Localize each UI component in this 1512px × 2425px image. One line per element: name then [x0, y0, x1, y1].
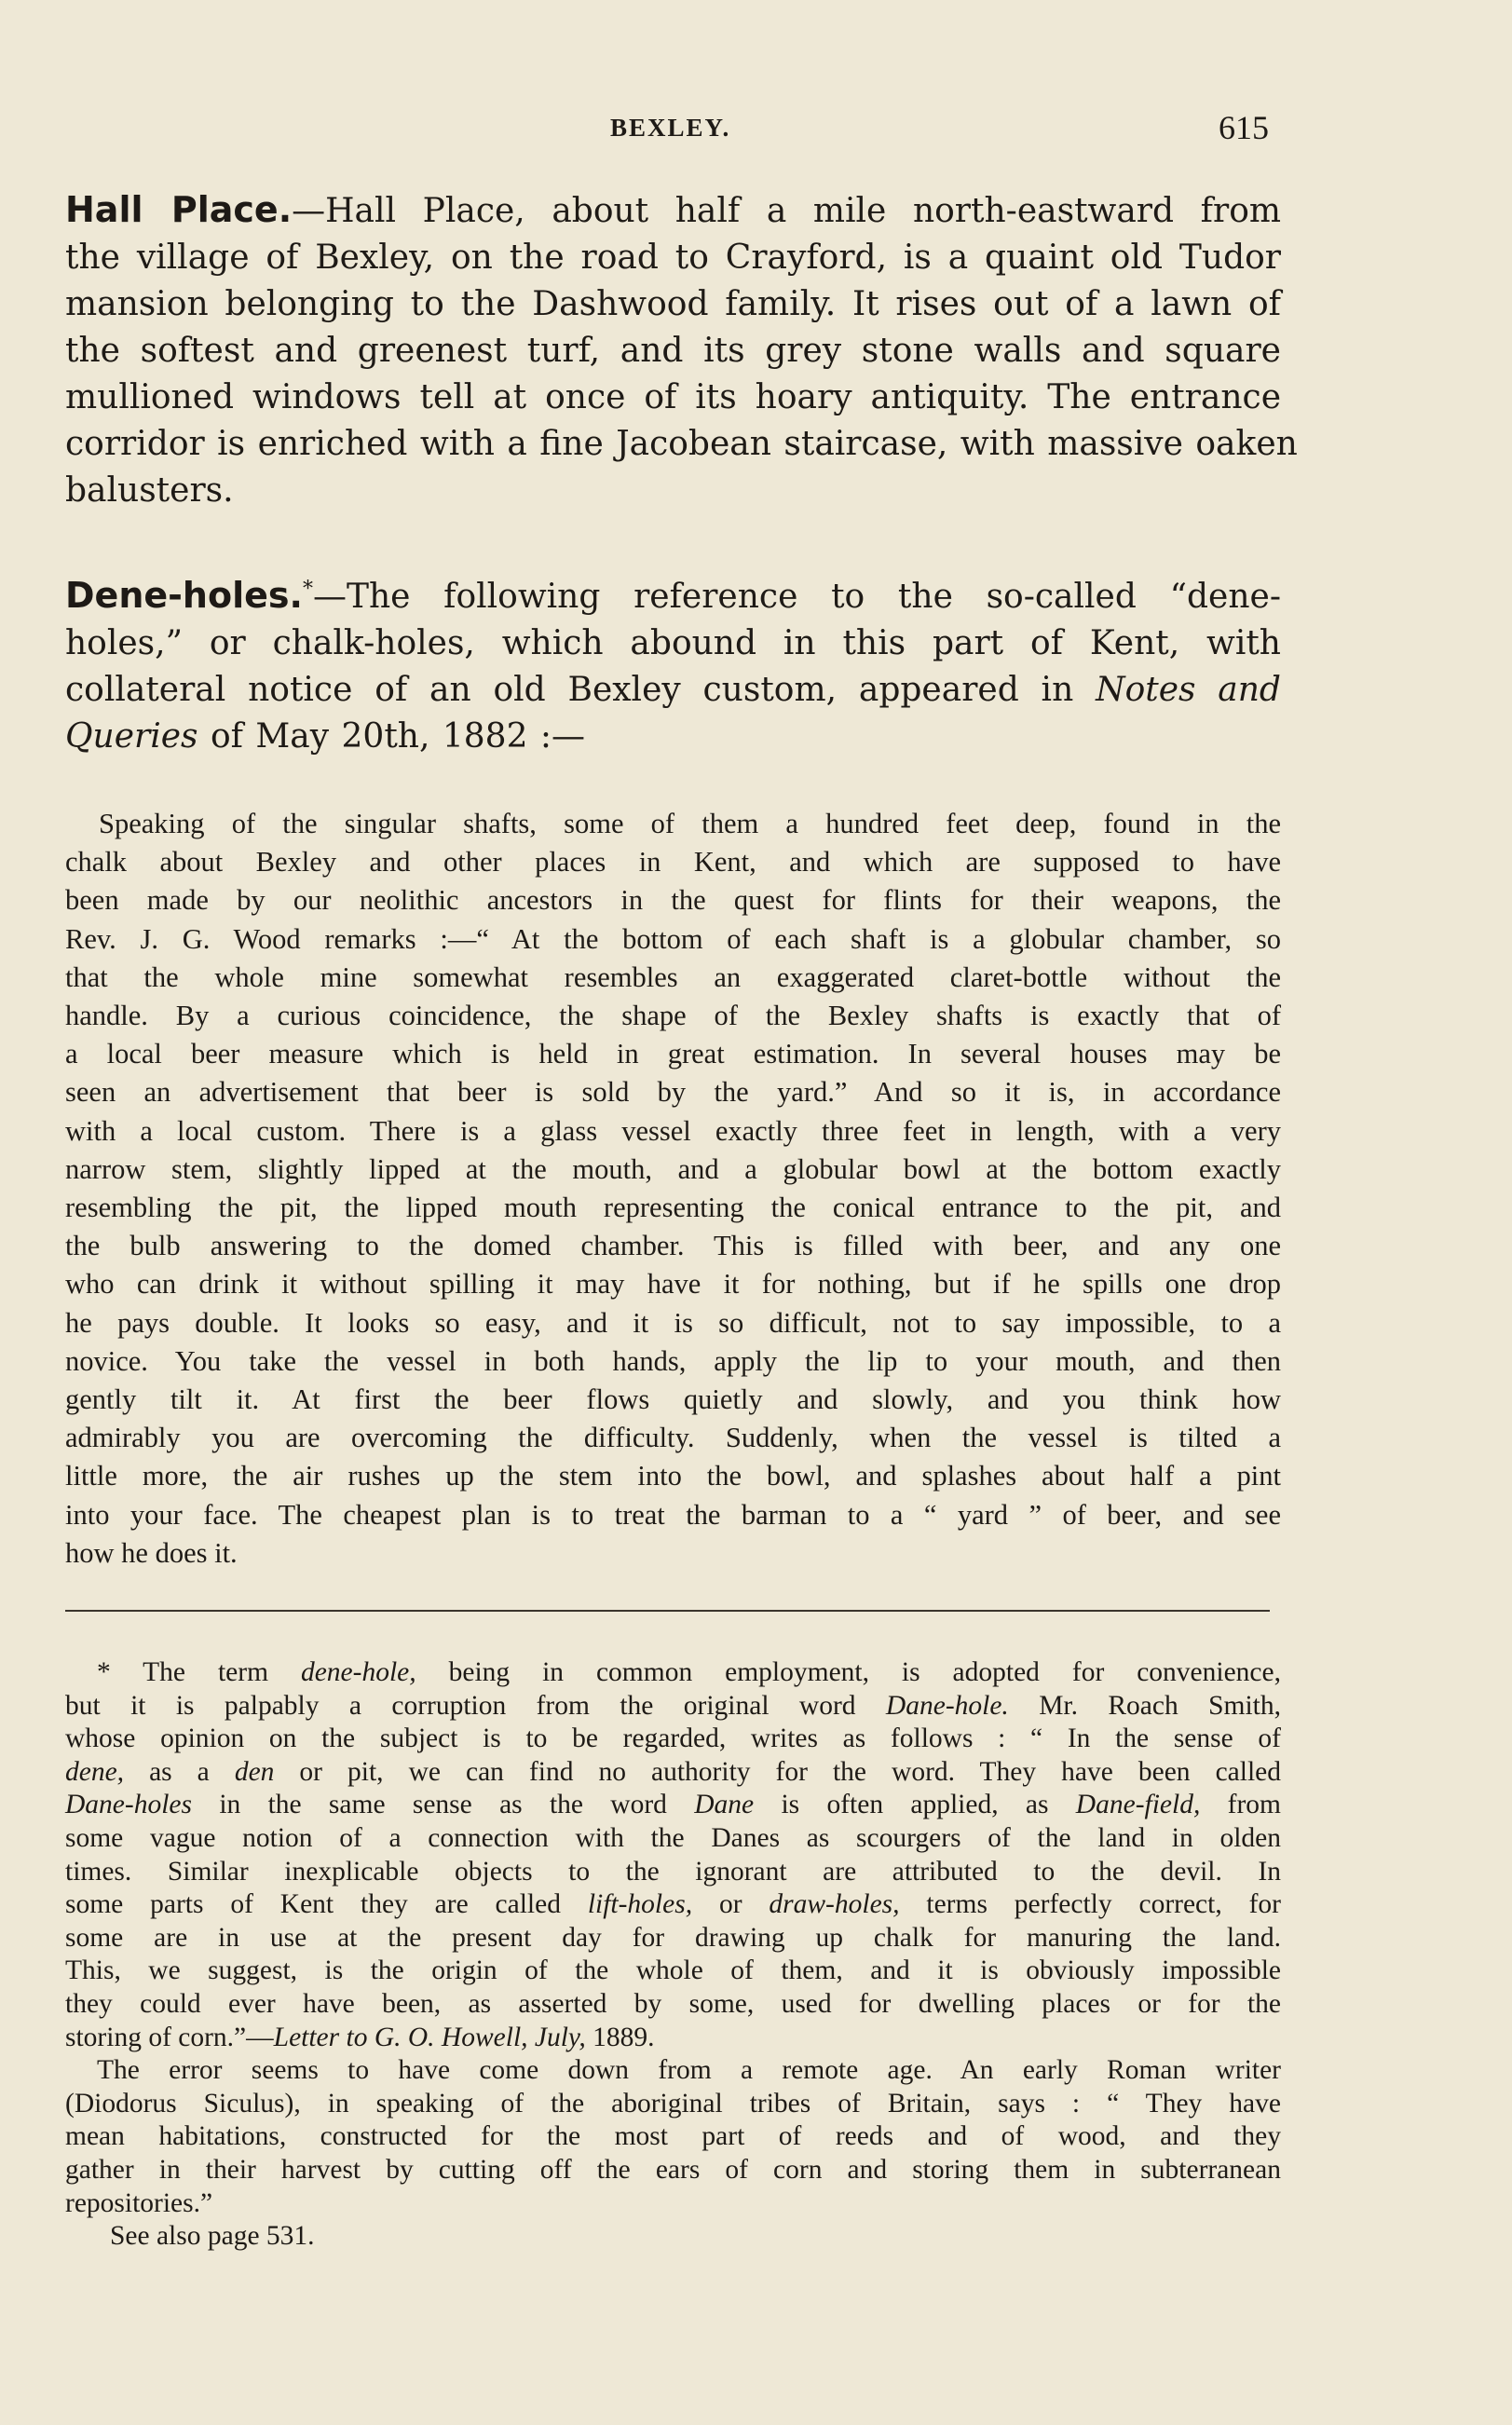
hall-place-heading: Hall Place. — [65, 189, 293, 230]
footnote-line: whose opinion on the subject is to be regarded, writes as follows : “ In the sense of — [65, 1723, 1281, 1754]
quote-line: who can drink it without spilling it may have it for nothing, but if he spills one drop — [65, 1268, 1281, 1301]
paragraph-line: balusters. — [65, 471, 234, 510]
footnote-line: * The term dene-hole, being in common employment, is adopted for convenience, — [97, 1657, 1281, 1687]
quote-line: that the whole mine somewhat resembles an exaggerated claret-bottle without the — [65, 960, 1281, 993]
quote-line: handle. By a curious coincidence, the shape of the Bexley shafts is exactly that of — [65, 1000, 1281, 1032]
quoted-passage — [65, 805, 1281, 1573]
dene-holes-heading: Dene-holes. — [65, 575, 303, 616]
running-head — [0, 109, 1512, 151]
paragraph-line: mullioned windows tell at once of its hoary antiquity. The entrance — [65, 378, 1281, 416]
footnote-line: (Diodorus Siculus), in speaking of the aboriginal tribes of Britain, says : “ They have — [65, 2088, 1281, 2118]
quote-line: Speaking of the singular shafts, some of them a hundred feet deep, found in the — [99, 808, 1281, 839]
paragraph-line: the village of Bexley, on the road to Crayford, is a quaint old Tudor — [65, 238, 1281, 277]
footnote-line: storing of corn.”—Letter to G. O. Howell, July, 1889. — [65, 2022, 655, 2052]
quote-line: narrow stem, slightly lipped at the mouth, and a globular bowl at the bottom exactly — [65, 1152, 1281, 1185]
footnote — [65, 1656, 1281, 2254]
paragraph-line: the softest and greenest turf, and its grey stone walls and square — [65, 332, 1281, 370]
quote-line: with a local custom. There is a glass vessel exactly three feet in length, with a very — [65, 1114, 1281, 1147]
footnote-line: some parts of Kent they are called lift-holes, or draw-holes, terms perfectly correct, for — [65, 1889, 1281, 1920]
quote-line: how he does it. — [65, 1536, 238, 1569]
footnote-line: they could ever have been, as asserted by some, used for dwelling places or for the — [65, 1988, 1281, 2019]
running-head-title: BEXLEY. — [610, 114, 731, 142]
paragraph-line: Dene-holes.*—The following reference to the so-called “dene- — [65, 575, 1281, 616]
quote-line: Rev. J. G. Wood remarks :—“ At the bottom of each shaft is a globular chamber, so — [65, 922, 1281, 955]
quote-line: he pays double. It looks so easy, and it is so difficult, not to say impossible, to a — [65, 1306, 1281, 1339]
hall-place-paragraph — [65, 186, 1298, 514]
quote-line: admirably you are overcoming the difficulty. Suddenly, when the vessel is tilted a — [65, 1422, 1281, 1454]
footnote-marker: * — [302, 578, 313, 601]
paragraph-line: collateral notice of an old Bexley custom, appeared in Notes and — [65, 671, 1281, 709]
paragraph-line: mansion belonging to the Dashwood family. It rises out of a lawn of — [65, 285, 1281, 323]
page-number: 615 — [1219, 109, 1269, 146]
quote-line: been made by our neolithic ancestors in the quest for flints for their weapons, the — [65, 884, 1281, 917]
footnote-line: times. Similar inexplicable objects to the ignorant are attributed to the devil. In — [65, 1856, 1281, 1887]
footnote-divider — [65, 1610, 1270, 1612]
footnote-line: repositories.” — [65, 2187, 213, 2218]
quote-line: novice. You take the vessel in both hands, apply the lip to your mouth, and then — [65, 1344, 1281, 1377]
footnote-line: some are in use at the present day for drawing up chalk for manuring the land. — [65, 1922, 1281, 1953]
footnote-line: The error seems to have come down from a remote age. An early Roman writer — [97, 2055, 1281, 2086]
footnote-line: mean habitations, constructed for the most part of reeds and of wood, and they — [65, 2121, 1281, 2152]
quote-line: into your face. The cheapest plan is to treat the barman to a “ yard ” of beer, and see — [65, 1498, 1281, 1531]
italic-title: Queries — [65, 717, 198, 756]
quote-line: chalk about Bexley and other places in Kent, and which are supposed to have — [65, 846, 1281, 879]
footnote-line: some vague notion of a connection with the Danes as scourgers of the land in olden — [65, 1822, 1281, 1853]
paragraph-line: holes,” or chalk-holes, which abound in this part of Kent, with — [65, 624, 1281, 662]
footnote-line: See also page 531. — [110, 2221, 315, 2252]
footnote-line: Dane-holes in the same sense as the word Dane is often applied, as Dane-field, from — [65, 1790, 1281, 1820]
paragraph-line: Queries of May 20th, 1882 :— — [65, 717, 586, 756]
footnote-line: This, we suggest, is the origin of the whole of them, and it is obviously impossible — [65, 1955, 1281, 1986]
footnote-line: but it is palpably a corruption from the original word Dane-hole. Mr. Roach Smith, — [65, 1690, 1281, 1721]
quote-line: seen an advertisement that beer is sold by the yard.” And so it is, in accordance — [65, 1076, 1281, 1109]
footnote-line: gather in their harvest by cutting off the ears of corn and storing them in subterranean — [65, 2154, 1281, 2185]
quote-line: little more, the air rushes up the stem into the bowl, and splashes about half a pint — [65, 1460, 1281, 1492]
dene-holes-paragraph — [65, 566, 1281, 760]
quote-line: gently tilt it. At first the beer flows quietly and slowly, and you think how — [65, 1383, 1281, 1416]
footnote-line: dene, as a den or pit, we can find no authority for the word. They have been called — [65, 1756, 1281, 1787]
quote-line: resembling the pit, the lipped mouth representing the conical entrance to the pit, and — [65, 1192, 1281, 1224]
paragraph-line: corridor is enriched with a fine Jacobean staircase, with massive oaken — [65, 425, 1298, 463]
quote-line: a local beer measure which is held in great estimation. In several houses may be — [65, 1038, 1281, 1070]
italic-title: Notes and — [1096, 671, 1281, 709]
quote-line: the bulb answering to the domed chamber. This is filled with beer, and any one — [65, 1230, 1281, 1262]
paragraph-line: Hall Place.—Hall Place, about half a mile north-eastward from — [65, 189, 1281, 230]
